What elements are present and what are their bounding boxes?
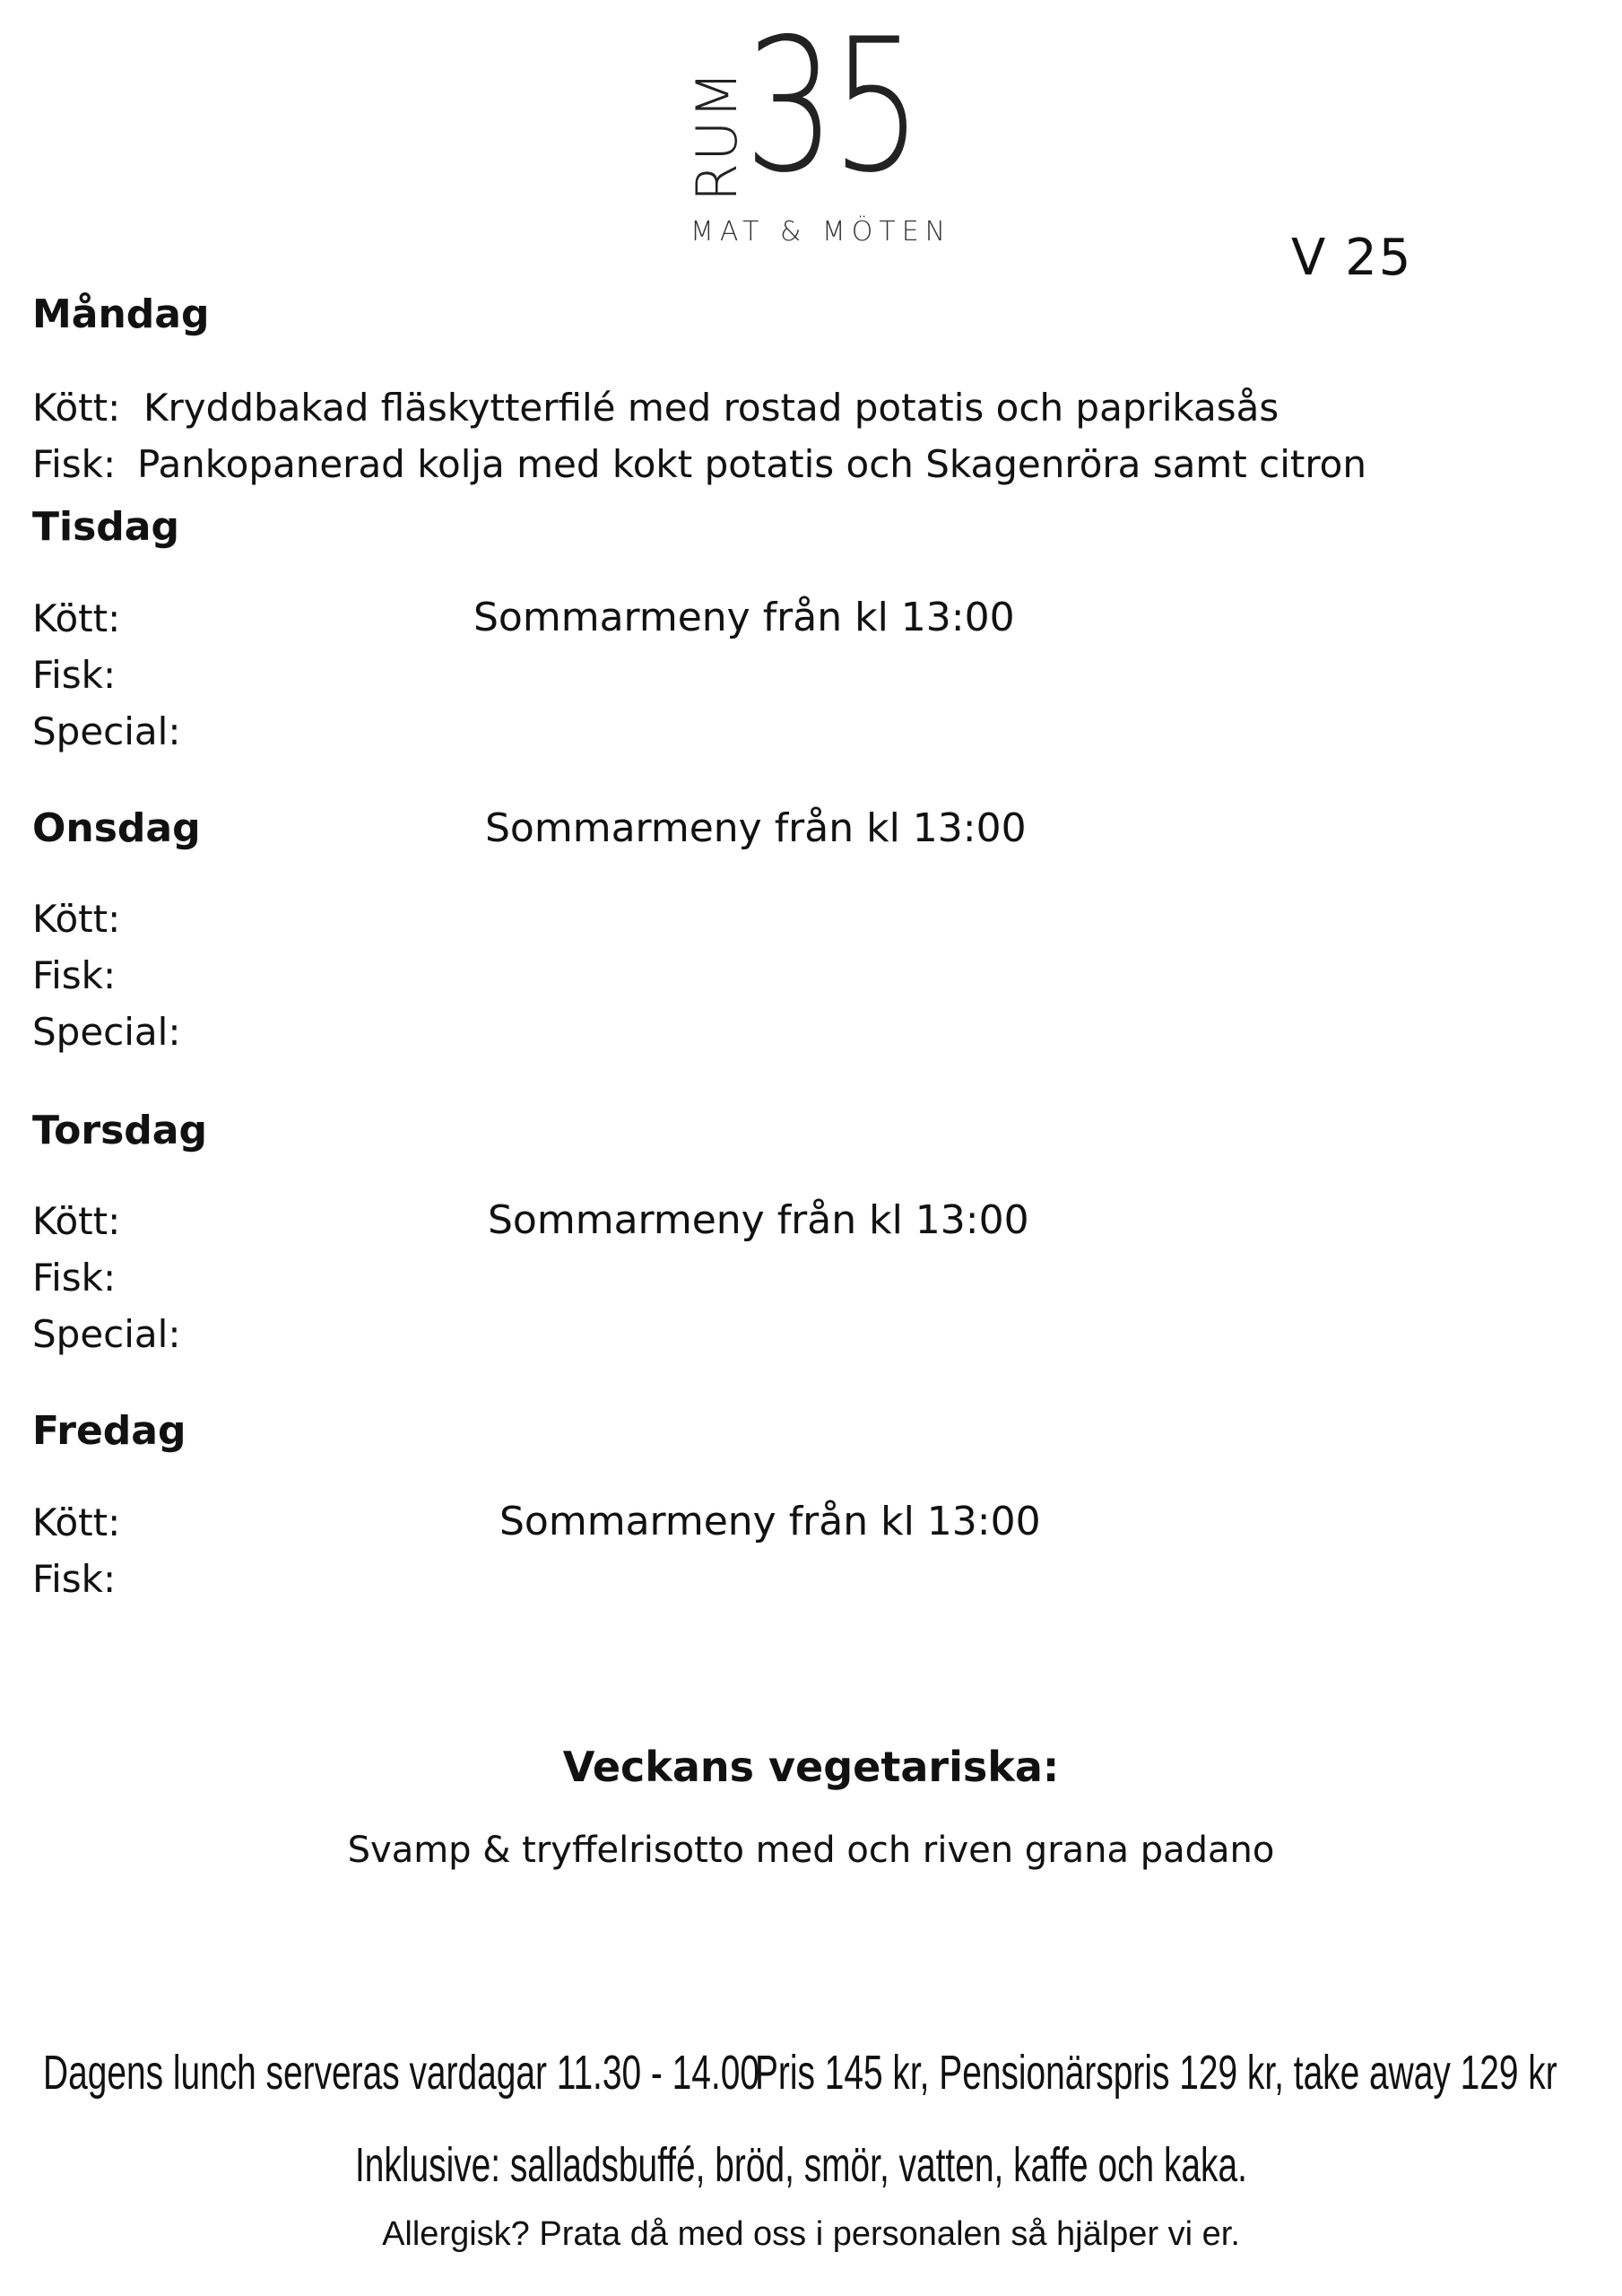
thursday-special-label: Special:	[32, 1312, 181, 1356]
day-heading-monday: Måndag	[32, 291, 210, 337]
friday-note: Sommarmeny från kl 13:00	[499, 1499, 1041, 1544]
day-heading-tuesday: Tisdag	[32, 504, 179, 550]
restaurant-logo	[684, 0, 959, 256]
thursday-note: Sommarmeny från kl 13:00	[488, 1197, 1029, 1243]
includes-info: Inklusive: salladsbuffé, bröd, smör, vatten, kaffe och kaka.	[355, 2138, 1247, 2192]
price-info: Pris 145 kr, Pensionärspris 129 kr, take away 129 kr	[755, 2046, 1557, 2100]
week-number: V 25	[1291, 229, 1413, 287]
monday-fish-label: Fisk:	[32, 442, 117, 486]
day-heading-thursday: Torsdag	[32, 1108, 207, 1153]
wednesday-special-label: Special:	[32, 1010, 181, 1054]
monday-fish-dish: Pankopanerad kolja med kokt potatis och Skagenröra samt citron	[137, 442, 1366, 486]
allergy-notice: Allergisk? Prata då med oss i personalen så hjälper vi er.	[382, 2215, 1240, 2253]
friday-fish-label: Fisk:	[32, 1557, 117, 1601]
wednesday-note: Sommarmeny från kl 13:00	[485, 805, 1027, 851]
thursday-fish-label: Fisk:	[32, 1256, 117, 1300]
lunch-hours: Dagens lunch serveras vardagar 11.30 - 14.00	[43, 2046, 759, 2100]
tuesday-note: Sommarmeny från kl 13:00	[473, 595, 1015, 640]
monday-meat-label: Kött:	[32, 386, 121, 430]
logo-subtitle: MAT & MÖTEN	[690, 216, 952, 248]
monday-meat-dish: Kryddbakad fläskytterfilé med rostad potatis och paprikasås	[143, 386, 1279, 430]
logo-rum-text: RUM	[684, 69, 750, 202]
thursday-meat-label: Kött:	[32, 1199, 121, 1243]
day-heading-friday: Fredag	[32, 1408, 186, 1454]
wednesday-fish-label: Fisk:	[32, 953, 117, 997]
tuesday-meat-label: Kött:	[32, 596, 121, 640]
vegetarian-title: Veckans vegetariska:	[562, 1743, 1060, 1791]
vegetarian-dish: Svamp & tryffelrisotto med och riven grana padano	[347, 1830, 1275, 1871]
tuesday-fish-label: Fisk:	[32, 653, 117, 697]
tuesday-special-label: Special:	[32, 709, 181, 753]
wednesday-meat-label: Kött:	[32, 897, 121, 941]
logo-number: 35	[744, 0, 919, 213]
day-heading-wednesday: Onsdag	[32, 805, 201, 851]
friday-meat-label: Kött:	[32, 1500, 121, 1544]
